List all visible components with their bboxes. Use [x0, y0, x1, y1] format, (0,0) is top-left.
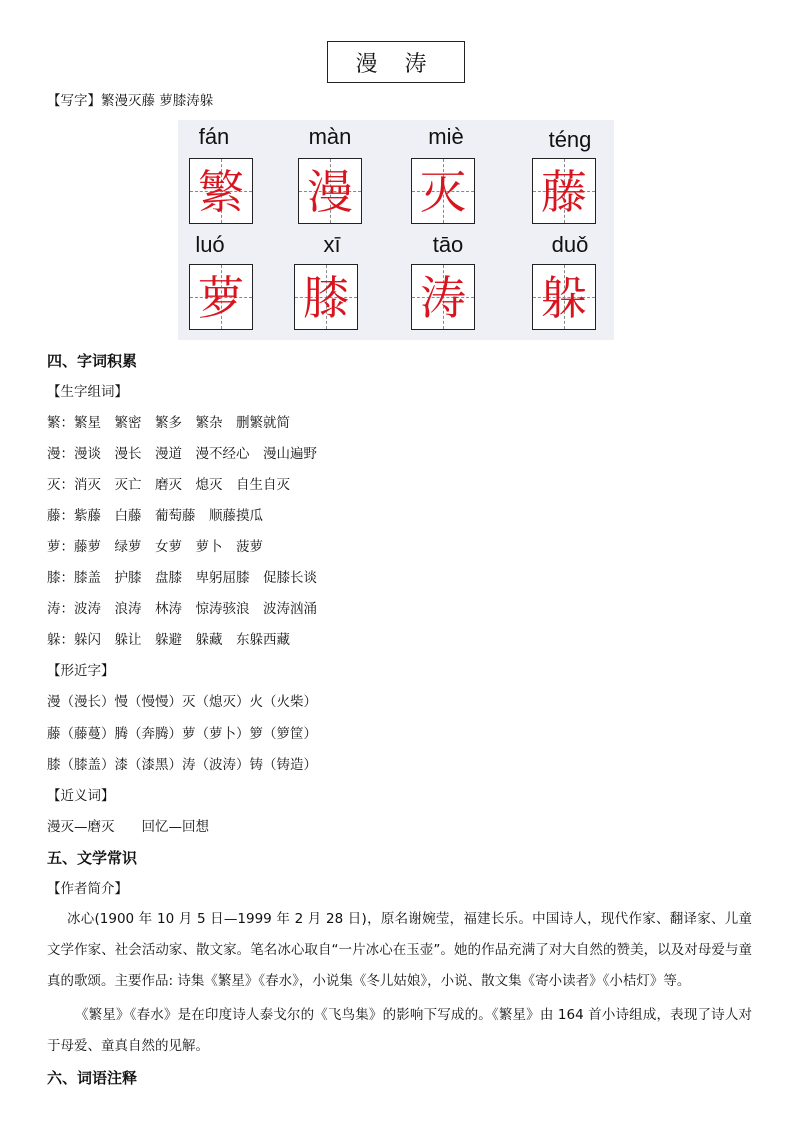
pinyin-label: téng — [548, 127, 592, 152]
subheading-synonyms: 【近义词】 — [47, 788, 115, 804]
char-box — [294, 264, 358, 330]
section-heading-vocabulary: 四、字词积累 — [47, 352, 138, 370]
subheading-similar-chars: 【形近字】 — [47, 663, 115, 679]
pinyin-label: xī — [323, 232, 341, 257]
word-group-line: 萝：藤萝 绿萝 女萝 萝卜 菠萝 — [47, 539, 263, 555]
word-group-line: 繁：繁星 繁密 繁多 繁杂 删繁就简 — [47, 415, 290, 431]
writing-label: 【写字】 — [47, 93, 101, 109]
writing-chars: 繁漫灭藤 萝膝涛躲 — [101, 93, 214, 109]
char-glyph: 繁 — [198, 165, 244, 219]
char-glyph: 膝 — [303, 271, 349, 325]
writing-line — [47, 92, 213, 110]
subheading-word-groups: 【生字组词】 — [47, 384, 128, 400]
section-heading-annotations: 六、词语注释 — [47, 1069, 138, 1087]
pinyin-label: luó — [195, 232, 225, 257]
char-glyph: 漫 — [307, 165, 353, 219]
char-glyph: 萝 — [198, 271, 244, 325]
pinyin-label: màn — [308, 124, 352, 149]
char-box — [298, 158, 362, 224]
similar-chars-line: 膝（膝盖）漆（漆黑）涛（波涛）铸（铸造） — [47, 757, 317, 773]
char-glyph: 灭 — [420, 165, 466, 219]
char-box — [532, 158, 596, 224]
author-intro-paragraph: 冰心(1900 年 10 月 5 日—1999 年 2 月 28 日)，原名谢婉莹，福建长乐。中国诗人，现代作家、翻译家、儿童文学作家、社会活动家、散文家。笔名冰心取自“一片冰心在玉壶”。她的作品充满了对大自然的赞美，以及对母爱与童真的歌颂。主要作品: 诗集《繁星》《春水》，小说集《冬儿姑娘》，小说、散文集《寄小读者》《小桔灯》等。 — [47, 911, 752, 989]
char-box — [189, 264, 253, 330]
pinyin-label: miè — [428, 124, 464, 149]
pinyin-label: tāo — [432, 232, 464, 257]
pinyin-label: duǒ — [551, 232, 589, 257]
subheading-author-intro: 【作者简介】 — [47, 881, 128, 897]
word-group-line: 涛：波涛 浪涛 林涛 惊涛骇浪 波涛汹涌 — [47, 601, 317, 617]
char-glyph: 藤 — [541, 165, 587, 219]
word-group-line: 藤：紫藤 白藤 葡萄藤 顺藤摸瓜 — [47, 508, 263, 524]
page-title: 漫 涛 — [327, 41, 465, 83]
word-group-line: 漫：漫谈 漫长 漫道 漫不经心 漫山遍野 — [47, 446, 317, 462]
similar-chars-line: 藤（藤蔓）腾（奔腾）萝（萝卜）箩（箩筐） — [47, 726, 317, 742]
pinyin-label: fán — [198, 124, 230, 149]
similar-chars-line: 漫（漫长）慢（慢慢）灭（熄灭）火（火柴） — [47, 694, 317, 710]
char-box — [532, 264, 596, 330]
char-glyph: 躲 — [541, 271, 587, 325]
char-box — [189, 158, 253, 224]
synonyms-line: 漫灭—磨灭 回忆—回想 — [47, 819, 209, 835]
char-glyph: 涛 — [420, 271, 466, 325]
word-group-line: 躲：躲闪 躲让 躲避 躲藏 东躲西藏 — [47, 632, 290, 648]
works-paragraph: 《繁星》《春水》是在印度诗人泰戈尔的《飞鸟集》的影响下写成的。《繁星》由 164 首小诗组成，表现了诗人对于母爱、童真自然的见解。 — [47, 1007, 752, 1054]
section-heading-literature: 五、文学常识 — [47, 849, 138, 867]
char-box — [411, 264, 475, 330]
character-writing-panel — [178, 120, 614, 340]
word-group-line: 灭：消灭 灭亡 磨灭 熄灭 自生自灭 — [47, 477, 290, 493]
word-group-line: 膝：膝盖 护膝 盘膝 卑躬屈膝 促膝长谈 — [47, 570, 317, 586]
char-box — [411, 158, 475, 224]
